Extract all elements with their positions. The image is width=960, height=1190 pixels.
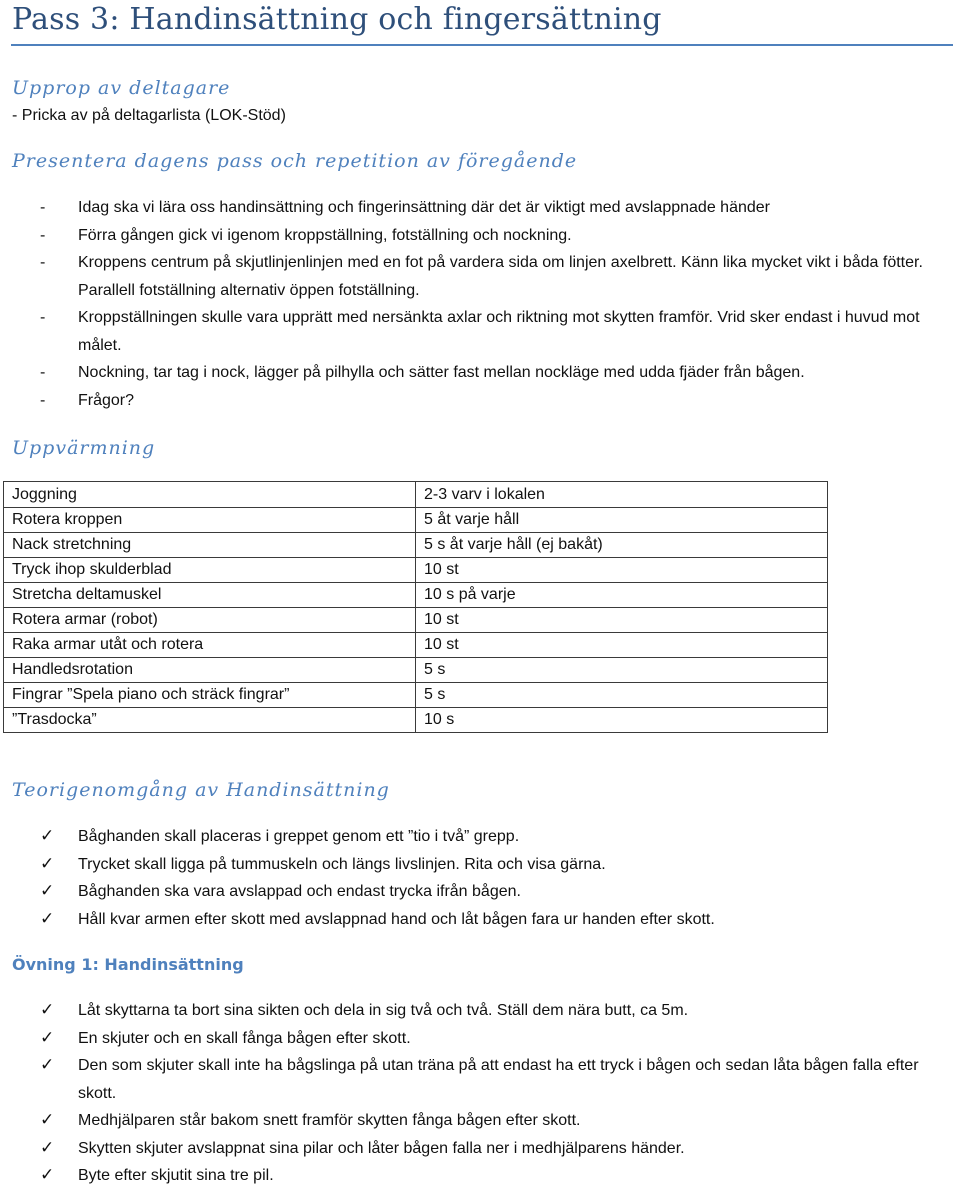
ovning-list [40, 997, 955, 1190]
list-item [40, 1107, 955, 1135]
list-item: - Förra gången gick vi igenom kroppställning, fotställning och nockning. [40, 222, 955, 250]
teori-list [40, 823, 955, 933]
exercise-cell: Tryck ihop skulderblad [4, 558, 416, 583]
check-icon: ✓ [40, 908, 55, 929]
list-item: - Frågor? [40, 387, 955, 415]
exercise-cell: Fingrar ”Spela piano och sträck fingrar” [4, 683, 416, 708]
check-icon: ✓ [40, 1110, 55, 1130]
list-item [40, 1135, 955, 1163]
list-item [40, 997, 955, 1025]
list-item-text: Trycket skall ligga på tummuskeln och längs livslinjen. Rita och visa gärna. [78, 855, 606, 873]
list-item-text: Håll kvar armen efter skott med avslappnad hand och låt bågen fara ur handen efter skott. [78, 910, 715, 928]
list-item [40, 823, 955, 851]
table-row [4, 683, 828, 708]
amount-cell: 10 s på varje [416, 583, 828, 608]
table-row [4, 633, 828, 658]
check-icon: ✓ [40, 881, 55, 901]
table-row [4, 558, 828, 583]
amount-cell: 5 åt varje håll [416, 508, 828, 533]
amount-cell: 5 s [416, 658, 828, 683]
list-item [40, 851, 955, 879]
heading-presentera: Presentera dagens pass och repetition av föregående [12, 150, 578, 172]
title-divider [11, 44, 953, 46]
list-item-text: En skjuter och en skall fånga bågen efter skott. [78, 1029, 411, 1047]
list-item [40, 1052, 955, 1107]
exercise-cell: Raka armar utåt och rotera [4, 633, 416, 658]
presentera-list [40, 194, 955, 414]
check-icon: ✓ [40, 853, 55, 874]
exercise-cell: ”Trasdocka” [4, 708, 416, 733]
table-row [4, 583, 828, 608]
table-row [4, 708, 828, 733]
table-row [4, 482, 828, 508]
check-icon: ✓ [40, 1000, 55, 1020]
list-item [40, 1162, 955, 1190]
list-item-text: Låt skyttarna ta bort sina sikten och dela in sig två och två. Ställ dem nära butt, ca 5m. [78, 1002, 689, 1019]
list-item: - Idag ska vi lära oss handinsättning och fingerinsättning där det är viktigt med avslappnade händer [40, 194, 955, 222]
list-item-text: Byte efter skjutit sina tre pil. [78, 1167, 274, 1184]
heading-ovning: Övning 1: Handinsättning [12, 955, 244, 974]
amount-cell: 5 s åt varje håll (ej bakåt) [416, 533, 828, 558]
list-item [40, 1025, 955, 1053]
page-title: Pass 3: Handinsättning och fingersättning [12, 2, 662, 37]
check-icon: ✓ [40, 1137, 55, 1158]
amount-cell: 2-3 varv i lokalen [416, 482, 828, 508]
table-row [4, 608, 828, 633]
table-row [4, 508, 828, 533]
exercise-cell: Handledsrotation [4, 658, 416, 683]
amount-cell: 10 s [416, 708, 828, 733]
heading-uppvarmning: Uppvärmning [12, 437, 156, 459]
heading-teori: Teorigenomgång av Handinsättning [12, 779, 390, 801]
list-item: - Kroppens centrum på skjutlinjenlinjen med en fot på vardera sida om linjen axelbrett. Känn lika mycket vikt i båda fötter. Parallell fotställning alternativ öppen fotställning. [40, 249, 955, 304]
check-icon: ✓ [40, 1055, 55, 1075]
heading-upprop: Upprop av deltagare [12, 77, 231, 99]
amount-cell: 10 st [416, 608, 828, 633]
list-item [40, 878, 955, 906]
exercise-cell: Rotera armar (robot) [4, 608, 416, 633]
check-icon: ✓ [40, 1165, 55, 1185]
list-item-text: Båghanden ska vara avslappad och endast trycka ifrån bågen. [78, 883, 521, 900]
list-item-text: Medhjälparen står bakom snett framför skytten fånga bågen efter skott. [78, 1112, 581, 1129]
exercise-cell: Stretcha deltamuskel [4, 583, 416, 608]
upprop-text: - Pricka av på deltagarlista (LOK-Stöd) [12, 107, 286, 124]
check-icon: ✓ [40, 1027, 55, 1048]
list-item: - Nockning, tar tag i nock, lägger på pilhylla och sätter fast mellan nockläge med udda fjäder från bågen. [40, 359, 955, 387]
list-item-text: Båghanden skall placeras i greppet genom ett ”tio i två” grepp. [78, 828, 520, 845]
table-row [4, 658, 828, 683]
exercise-cell: Joggning [4, 482, 416, 508]
table-row [4, 533, 828, 558]
exercise-cell: Nack stretchning [4, 533, 416, 558]
amount-cell: 5 s [416, 683, 828, 708]
amount-cell: 10 st [416, 633, 828, 658]
list-item: - Kroppställningen skulle vara upprätt med nersänkta axlar och riktning mot skytten framför. Vrid sker endast i huvud mot målet. [40, 304, 955, 359]
list-item [40, 906, 955, 934]
amount-cell: 10 st [416, 558, 828, 583]
exercise-cell: Rotera kroppen [4, 508, 416, 533]
check-icon: ✓ [40, 826, 55, 846]
list-item-text: Skytten skjuter avslappnat sina pilar och låter bågen falla ner i medhjälparens händer. [78, 1139, 685, 1157]
warmup-table [3, 481, 828, 733]
list-item-text: Den som skjuter skall inte ha bågslinga på utan träna på att endast ha ett tryck i bågen och sedan låta bågen falla efter skott. [78, 1057, 919, 1102]
